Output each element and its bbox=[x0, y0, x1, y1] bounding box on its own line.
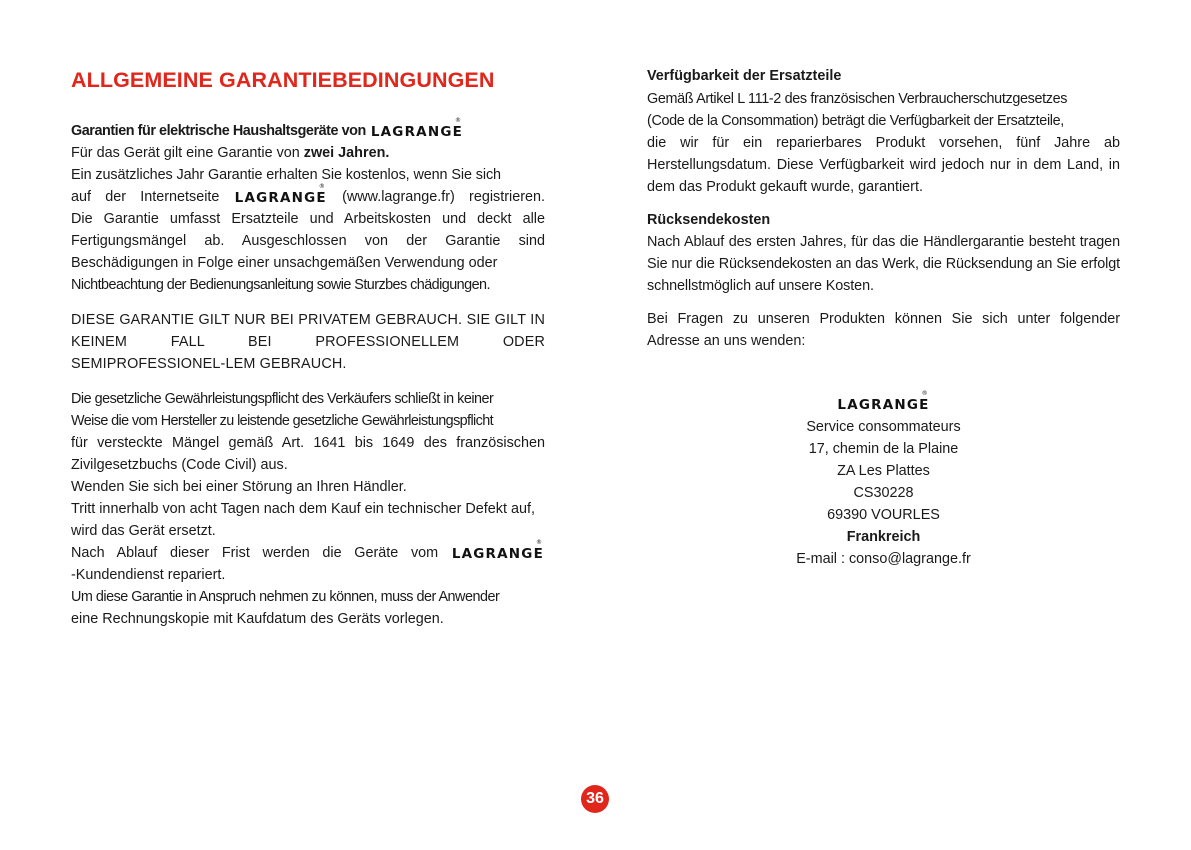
address-line: ZA Les Plattes bbox=[837, 463, 930, 479]
paragraph: auf der Internetseite LAGRANGE ® (www.lagrange.fr) registrieren. bbox=[71, 183, 546, 206]
page-title: ALLGEMEINE GARANTIEBEDINGUNGEN bbox=[71, 68, 495, 92]
paragraph: Nach Ablauf dieser Frist werden die Geräte vom LAGRANGE ® bbox=[71, 539, 545, 562]
left-column bbox=[71, 64, 545, 630]
paragraph: Bei Fragen zu unseren Produkten können Sie sich unter folgender Adresse an uns wenden: bbox=[647, 311, 1120, 349]
paragraph: Die gesetzliche Gewährleistungspflicht des Verkäufers schließt in keiner bbox=[71, 391, 494, 407]
paragraph: Wenden Sie sich bei einer Störung an Ihren Händler. bbox=[71, 479, 407, 495]
paragraph: eine Rechnungskopie mit Kaufdatum des Geräts vorlegen. bbox=[71, 611, 444, 627]
address-block bbox=[647, 392, 1120, 570]
paragraph: -Kundendienst repariert. bbox=[71, 567, 226, 583]
paragraph: Gemäß Artikel L 111-2 des französischen Verbraucherschutzgesetzes bbox=[647, 91, 1068, 107]
paragraph: Nichtbeachtung der Bedienungsanleitung sowie Sturzbes chädigungen. bbox=[71, 277, 490, 293]
paragraph: für versteckte Mängel gemäß Art. 1641 bis 1649 des französischen Zivilgesetzbuchs (Code Civil) aus. bbox=[71, 435, 545, 473]
paragraph: die wir für ein reparierbares Produkt vorsehen, fünf Jahre ab Herstellungsdatum. Diese Verfügbarkeit wird jedoch nur in dem Land, in dem das Produkt gekauft wurde, garantiert. bbox=[647, 135, 1120, 195]
paragraph: Nach Ablauf des ersten Jahres, für das die Händlergarantie besteht tragen Sie nur die Rücksendekosten an das Werk, die Rücksendung an Sie erfolgt schnellstmöglich auf unsere Kosten. bbox=[647, 234, 1120, 294]
lagrange-logo: LAGRANGE ® bbox=[370, 117, 464, 140]
page-number-badge: 36 bbox=[581, 785, 609, 813]
address-line: CS30228 bbox=[853, 485, 914, 501]
address-country: Frankreich bbox=[846, 529, 921, 545]
section-heading-return: Rücksendekosten bbox=[647, 212, 771, 228]
paragraph: Tritt innerhalb von acht Tagen nach dem Kauf ein technischer Defekt auf, wird das Gerät ersetzt. bbox=[71, 501, 535, 539]
section-heading-warranty bbox=[71, 117, 545, 142]
address-email: E-mail : conso@lagrange.fr bbox=[796, 551, 971, 567]
caps-notice: DIESE GARANTIE GILT NUR BEI PRIVATEM GEBRAUCH. SIE GILT IN KEINEM FALL BEI PROFESSIONELLEM ODER SEMIPROFESSIONEL-LEM GEBRAUCH. bbox=[71, 312, 545, 372]
bold-duration: zwei Jahren. bbox=[303, 145, 390, 161]
lagrange-logo: LAGRANGE ® bbox=[837, 390, 930, 413]
paragraph: (Code de la Consommation) beträgt die Verfügbarkeit der Ersatzteile, bbox=[647, 113, 1064, 129]
paragraph: Weise die vom Hersteller zu leistende gesetzliche Gewährleistungspflicht bbox=[71, 413, 494, 429]
address-line: Service consommateurs bbox=[806, 419, 961, 435]
address-line: 17, chemin de la Plaine bbox=[808, 441, 959, 457]
lagrange-logo: LAGRANGE ® bbox=[234, 183, 327, 206]
paragraph: Um diese Garantie in Anspruch nehmen zu können, muss der Anwender bbox=[71, 589, 500, 605]
section-heading-parts: Verfügbarkeit der Ersatzteile bbox=[647, 68, 842, 84]
address-logo bbox=[647, 392, 1120, 416]
paragraph: Für das Gerät gilt eine Garantie von zwei Jahren. bbox=[71, 145, 390, 161]
paragraph: Die Garantie umfasst Ersatzteile und Arbeitskosten und deckt alle Fertigungsmängel ab. Ausgeschlossen von der Garantie sind Beschädigungen in Folge einer unsachgemäßen Verwendung oder bbox=[71, 211, 545, 271]
lagrange-logo: LAGRANGE ® bbox=[451, 539, 545, 562]
heading-text: Garantien für elektrische Haushaltsgeräte von bbox=[71, 123, 366, 139]
address-line: 69390 VOURLES bbox=[827, 507, 940, 523]
right-column bbox=[647, 64, 1120, 570]
paragraph: Ein zusätzliches Jahr Garantie erhalten Sie kostenlos, wenn Sie sich bbox=[71, 167, 501, 183]
